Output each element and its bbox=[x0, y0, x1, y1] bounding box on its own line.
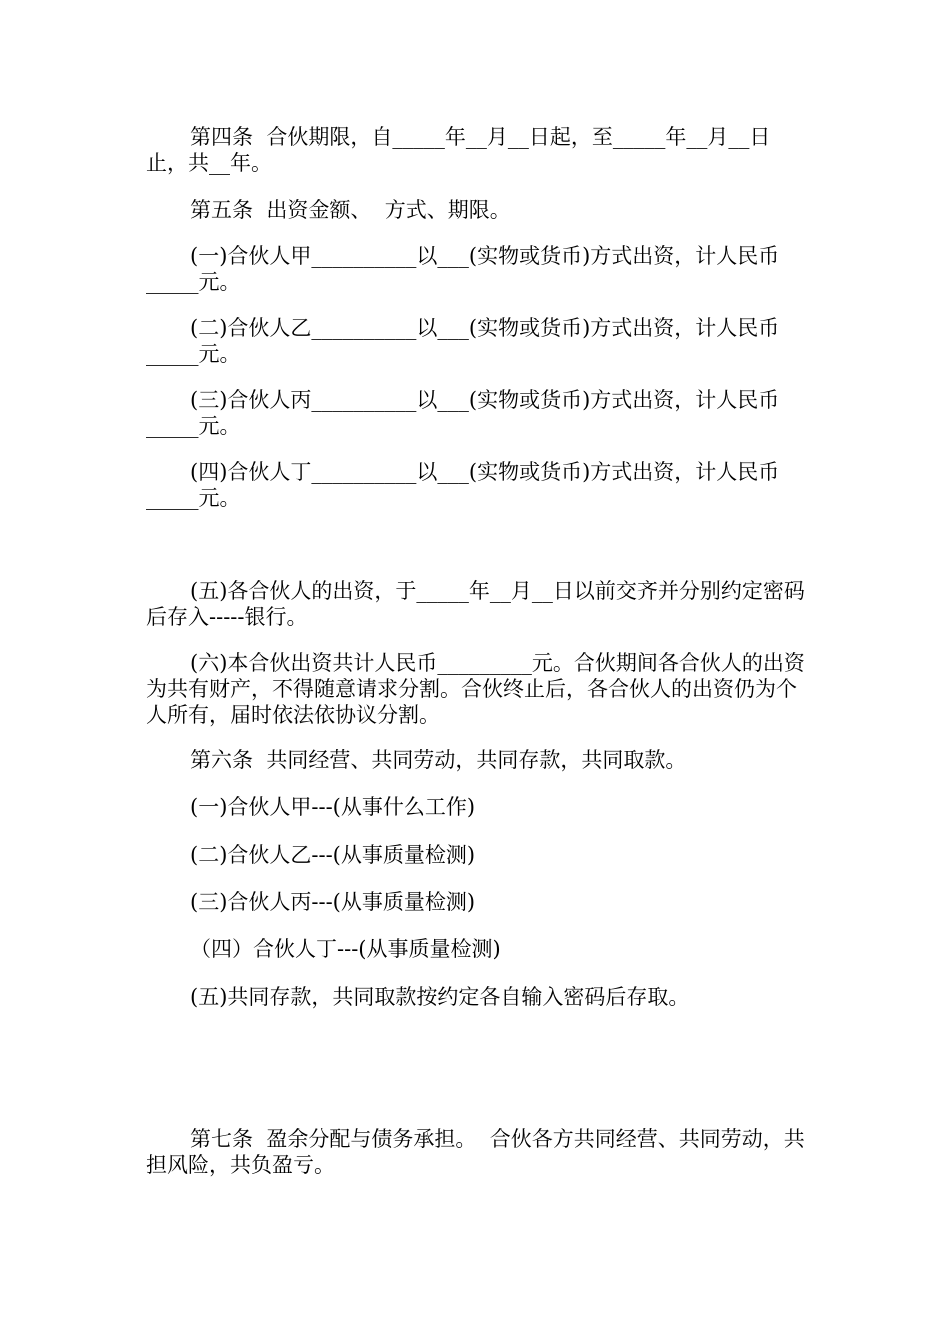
article-6-heading: 第六条 共同经营、共同劳动，共同存款，共同取款。 bbox=[190, 748, 687, 772]
partner-c-contribution: (三)合伙人丙__________以___(实物或货币)方式出资，计人民币_____元。 bbox=[146, 388, 780, 438]
partner-c-duty: (三)合伙人丙---(从事质量检测) bbox=[190, 890, 476, 914]
partner-b-contribution: (二)合伙人乙__________以___(实物或货币)方式出资，计人民币_____元。 bbox=[146, 316, 780, 366]
contribution-deadline: (五)各合伙人的出资，于_____年__月__日以前交齐并分别约定密码后存入-----银行。 bbox=[146, 579, 805, 629]
partner-a-duty: (一)合伙人甲---(从事什么工作) bbox=[190, 795, 476, 819]
total-contribution: (六)本合伙出资共计人民币_________元。合伙期间各合伙人的出资为共有财产，不得随意请求分割。合伙终止后，各合伙人的出资仍为个人所有，届时依法依协议分割。 bbox=[146, 651, 805, 727]
article-7-profit-debt: 第七条 盈余分配与债务承担。 合伙各方共同经营、共同劳动，共担风险，共负盈亏。 bbox=[146, 1127, 805, 1177]
partner-a-contribution: (一)合伙人甲__________以___(实物或货币)方式出资，计人民币_____元。 bbox=[146, 244, 780, 294]
partner-d-contribution: (四)合伙人丁__________以___(实物或货币)方式出资，计人民币_____元。 bbox=[146, 460, 780, 510]
article-4-term: 第四条 合伙期限，自_____年__月__日起，至_____年__月__日止，共__年。 bbox=[146, 125, 771, 175]
joint-deposit-withdrawal: (五)共同存款，共同取款按约定各自输入密码后存取。 bbox=[190, 985, 690, 1009]
partner-d-duty: （四）合伙人丁---(从事质量检测) bbox=[190, 937, 501, 961]
article-5-heading: 第五条 出资金额、 方式、期限。 bbox=[190, 198, 511, 222]
partner-b-duty: (二)合伙人乙---(从事质量检测) bbox=[190, 843, 476, 867]
